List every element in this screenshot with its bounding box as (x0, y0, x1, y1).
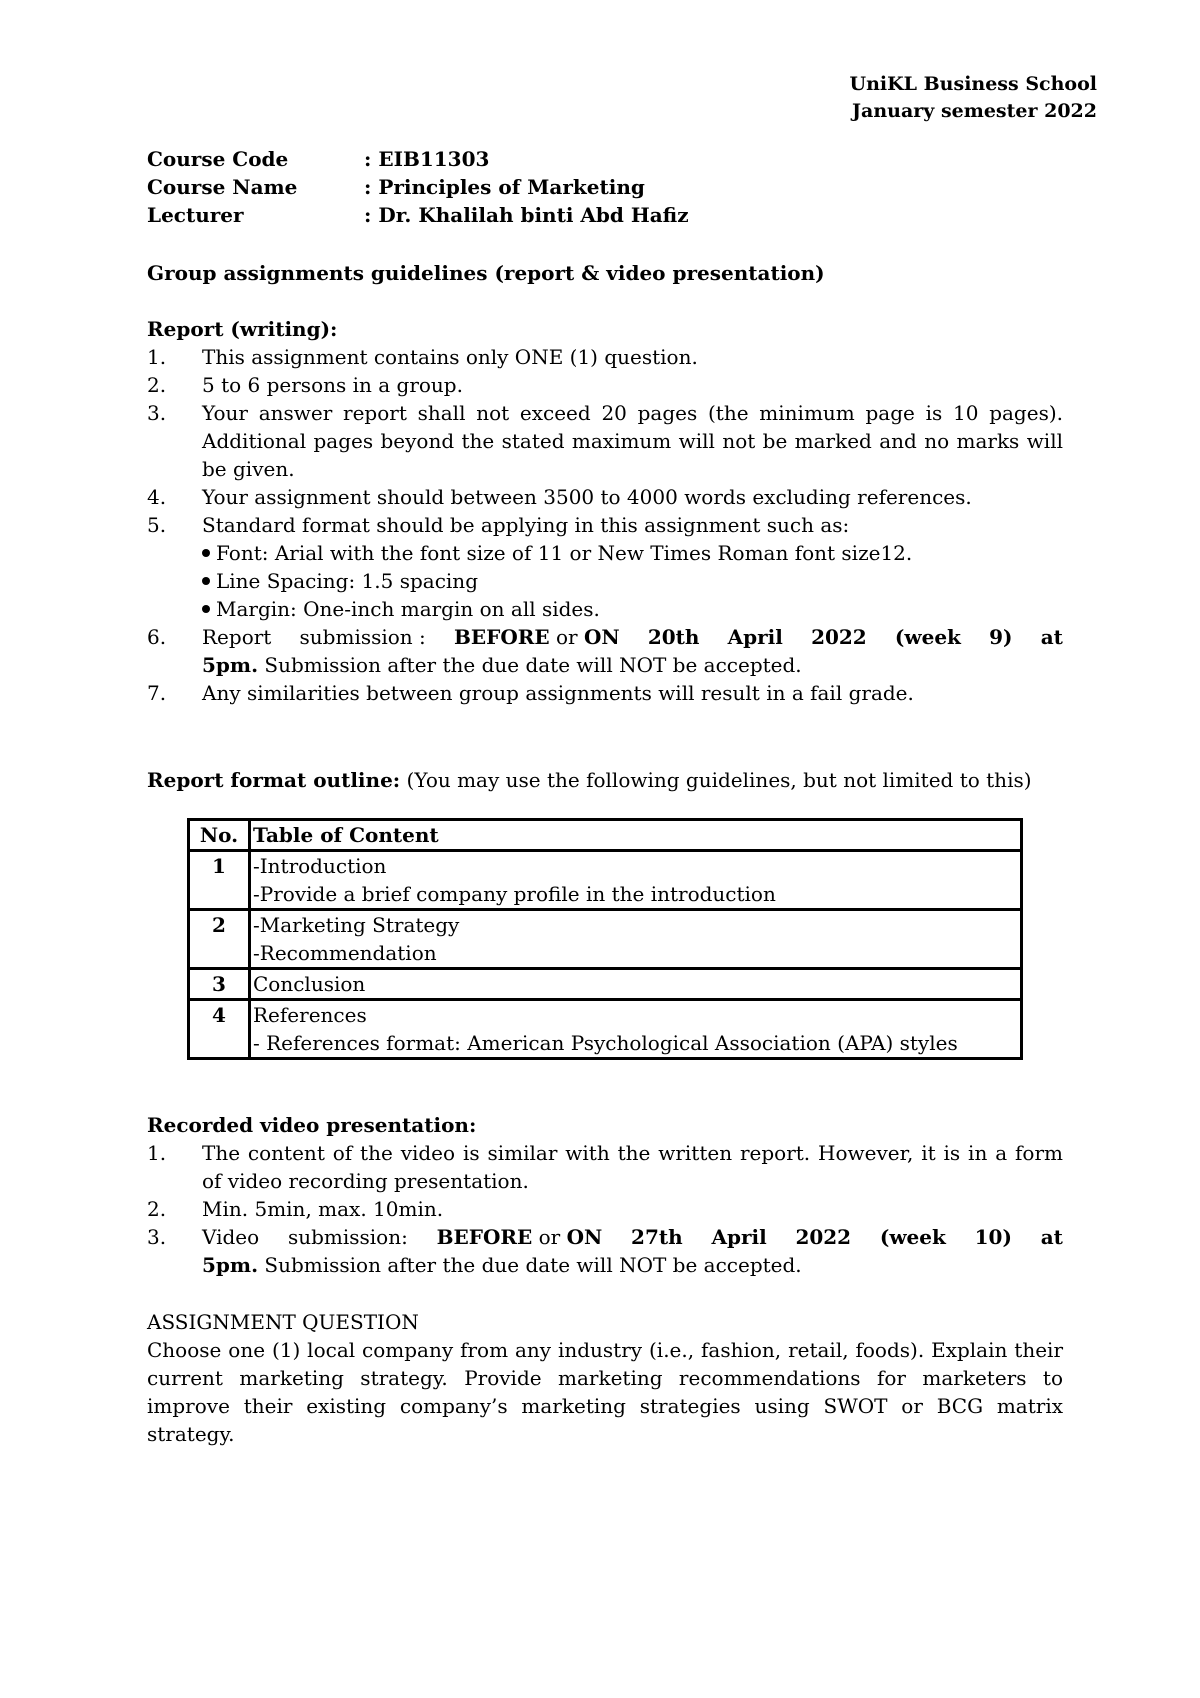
guidelines-title: Group assignments guidelines (report & video presentation) (147, 261, 825, 285)
submission-line (202, 1223, 1063, 1251)
table-cell-content (250, 910, 1022, 969)
submission-or: or (538, 1225, 561, 1249)
submission-bold: ON (583, 625, 620, 649)
item-number: 2. (147, 1197, 167, 1221)
item-number: 3. (147, 1225, 167, 1249)
list-item (147, 483, 1063, 511)
item-text (202, 623, 1063, 679)
submission-bold: 27th (631, 1225, 683, 1249)
submission-word (437, 1223, 603, 1251)
submission-bold: (week (894, 625, 961, 649)
item-text: The content of the video is similar with the written report. However, it is in a form of video recording presentation. (202, 1141, 1063, 1193)
bullet-icon (202, 605, 210, 613)
item-text: Your assignment should between 3500 to 4000 words excluding references. (202, 485, 972, 509)
outline-title-bold: Report format outline: (147, 768, 401, 792)
list-item (147, 511, 1063, 623)
school-name: UniKL Business School (849, 73, 1097, 95)
table-cell-no: 2 (189, 910, 250, 969)
submission-word (454, 623, 620, 651)
item-text: This assignment contains only ONE (1) question. (202, 345, 698, 369)
list-item (147, 399, 1063, 483)
course-code-value: : EIB11303 (364, 147, 490, 171)
item-number: 1. (147, 1141, 167, 1165)
item-text: Your answer report shall not exceed 20 pages (the minimum page is 10 pages). Additional pages beyond the stated maximum will not be marked and no marks will be given. (202, 401, 1063, 481)
bullet-item (202, 595, 1063, 623)
submission-bold: April (727, 625, 783, 649)
list-item (147, 1139, 1063, 1195)
course-code-row (147, 145, 1047, 173)
outline-table (187, 818, 1023, 1060)
submission-bold: (week (879, 1225, 946, 1249)
item-text-main: Standard format should be applying in this assignment such as: (202, 513, 850, 537)
submission-bold: 5pm. (202, 653, 259, 677)
submission-or: or (555, 625, 578, 649)
course-name-row (147, 173, 1047, 201)
submission-word: submission: (287, 1225, 408, 1249)
list-item (147, 343, 1063, 371)
table-row (189, 969, 1022, 1000)
submission-line (202, 623, 1063, 651)
video-title: Recorded video presentation: (147, 1113, 477, 1137)
submission-bold: April (711, 1225, 767, 1249)
submission-tail: Submission after the due date will NOT be accepted. (258, 653, 802, 677)
table-cell-line: -Introduction (253, 854, 387, 878)
document-header (850, 71, 1097, 125)
course-name-label: Course Name (147, 175, 298, 199)
outline-title (147, 766, 1032, 794)
item-text (202, 1223, 1063, 1279)
submission-word: Video (202, 1225, 260, 1249)
table-row (189, 1000, 1022, 1059)
bullet-text: Font: Arial with the font size of 11 or New Times Roman font size12. (216, 541, 913, 565)
list-item (147, 623, 1063, 679)
table-cell-line: -Recommendation (253, 941, 437, 965)
submission-word: Report (202, 625, 272, 649)
submission-bold: BEFORE (453, 625, 550, 649)
submission-bold: 5pm. (202, 1253, 259, 1277)
submission-bold: 10) (974, 1225, 1012, 1249)
report-title: Report (writing): (147, 317, 338, 341)
table-cell-line: Conclusion (253, 972, 366, 996)
course-code-label: Course Code (147, 147, 289, 171)
item-number: 3. (147, 401, 167, 425)
table-cell-line: -Provide a brief company profile in the introduction (253, 882, 776, 906)
item-text: Min. 5min, max. 10min. (202, 1197, 444, 1221)
list-item (147, 1195, 1063, 1223)
table-cell-no: 3 (189, 969, 250, 1000)
list-item (147, 679, 1063, 707)
list-item (147, 1223, 1063, 1279)
table-cell-line: References (253, 1003, 367, 1027)
table-cell-content (250, 1000, 1022, 1059)
submission-bold: at (1040, 625, 1063, 649)
table-row (189, 910, 1022, 969)
item-number: 2. (147, 373, 167, 397)
bullet-icon (202, 549, 210, 557)
format-bullets (202, 539, 1063, 623)
lecturer-row (147, 201, 1047, 229)
item-number: 4. (147, 485, 167, 509)
bullet-icon (202, 577, 210, 585)
submission-bold: BEFORE (436, 1225, 533, 1249)
table-cell-content (250, 851, 1022, 910)
submission-word: submission : (299, 625, 426, 649)
item-number: 1. (147, 345, 167, 369)
item-number: 5. (147, 513, 167, 537)
lecturer-label: Lecturer (147, 203, 244, 227)
question-text: Choose one (1) local company from any industry (i.e., fashion, retail, foods). Explain their current marketing strategy. Provide marketing recommendations for marketers to improve their existing company’s marketing strategies using SWOT or BCG matrix strategy. (147, 1338, 1063, 1446)
semester: January semester 2022 (852, 100, 1097, 122)
table-header-no: No. (189, 820, 250, 851)
submission-bold: 20th (647, 625, 700, 649)
submission-line-2 (202, 653, 802, 677)
item-text (202, 511, 1063, 623)
table-cell-line: - References format: American Psychological Association (APA) styles (253, 1031, 958, 1055)
outline-title-rest: (You may use the following guidelines, but not limited to this) (400, 768, 1032, 792)
lecturer-value: : Dr. Khalilah binti Abd Hafiz (364, 203, 689, 227)
submission-bold: ON (566, 1225, 603, 1249)
list-item (147, 371, 1063, 399)
table-header-content: Table of Content (250, 820, 1022, 851)
table-cell-content (250, 969, 1022, 1000)
submission-bold: 9) (989, 625, 1013, 649)
video-list (147, 1139, 1063, 1279)
item-text: Any similarities between group assignments will result in a fail grade. (202, 681, 914, 705)
submission-bold: at (1040, 1225, 1063, 1249)
item-number: 7. (147, 681, 167, 705)
report-list (147, 343, 1063, 707)
item-number: 6. (147, 625, 167, 649)
bullet-text: Line Spacing: 1.5 spacing (216, 569, 478, 593)
bullet-item (202, 567, 1063, 595)
course-info (147, 145, 1047, 229)
bullet-text: Margin: One-inch margin on all sides. (216, 597, 600, 621)
table-cell-no: 1 (189, 851, 250, 910)
submission-tail: Submission after the due date will NOT be accepted. (258, 1253, 802, 1277)
submission-bold: 2022 (795, 1225, 852, 1249)
table-cell-line: -Marketing Strategy (253, 913, 460, 937)
table-cell-no: 4 (189, 1000, 250, 1059)
question-title: ASSIGNMENT QUESTION (147, 1310, 419, 1334)
item-text: 5 to 6 persons in a group. (202, 373, 463, 397)
course-name-value: : Principles of Marketing (364, 175, 645, 199)
bullet-item (202, 539, 1063, 567)
submission-line-2 (202, 1253, 802, 1277)
submission-bold: 2022 (811, 625, 867, 649)
table-row (189, 851, 1022, 910)
table-header-row (189, 820, 1022, 851)
